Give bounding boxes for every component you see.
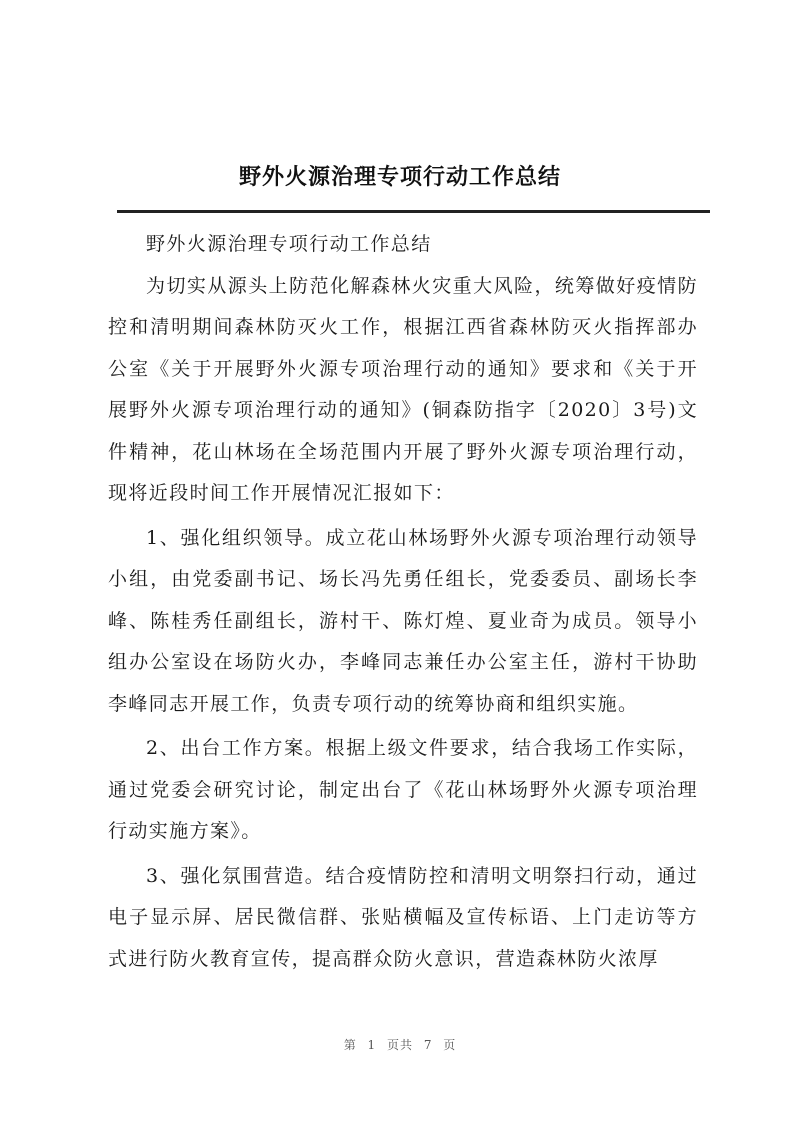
body-paragraph-item-1: 1、强化组织领导。成立花山林场野外火源专项治理行动领导小组，由党委副书记、场长冯先勇任组长，党委委员、副场长李峰、陈桂秀任副组长，游村干、陈灯煌、夏业奇为成员。领导小组办公室设在场防火办，李峰同志兼任办公室主任，游村干协助李峰同志开展工作，负责专项行动的统筹协商和组织实施。 [108, 526, 698, 715]
body-paragraph-heading: 野外火源治理专项行动工作总结 [146, 233, 432, 255]
page-title: 野外火源治理专项行动工作总结 [238, 164, 561, 190]
page-number-footer: 第 1 页共 7 页 [343, 1038, 457, 1052]
body-paragraph-item-2: 2、出台工作方案。根据上级文件要求，结合我场工作实际，通过党委会研究讨论，制定出台了《花山林场野外火源专项治理行动实施方案》。 [108, 737, 698, 842]
document-body [108, 224, 698, 980]
body-paragraph-intro: 为切实从源头上防范化解森林火灾重大风险，统筹做好疫情防控和清明期间森林防灭火工作，根据江西省森林防灭火指挥部办公室《关于开展野外火源专项治理行动的通知》要求和《关于开展野外火源专项治理行动的通知》(铜森防指字〔2020〕3号)文件精神，花山林场在全场范围内开展了野外火源专项治理行动，现将近段时间工作开展情况汇报如下： [108, 274, 698, 504]
body-paragraph-item-3: 3、强化氛围营造。结合疫情防控和清明文明祭扫行动，通过电子显示屏、居民微信群、张贴横幅及宣传标语、上门走访等方式进行防火教育宣传，提高群众防火意识，营造森林防火浓厚 [108, 864, 698, 970]
title-divider [117, 210, 710, 213]
